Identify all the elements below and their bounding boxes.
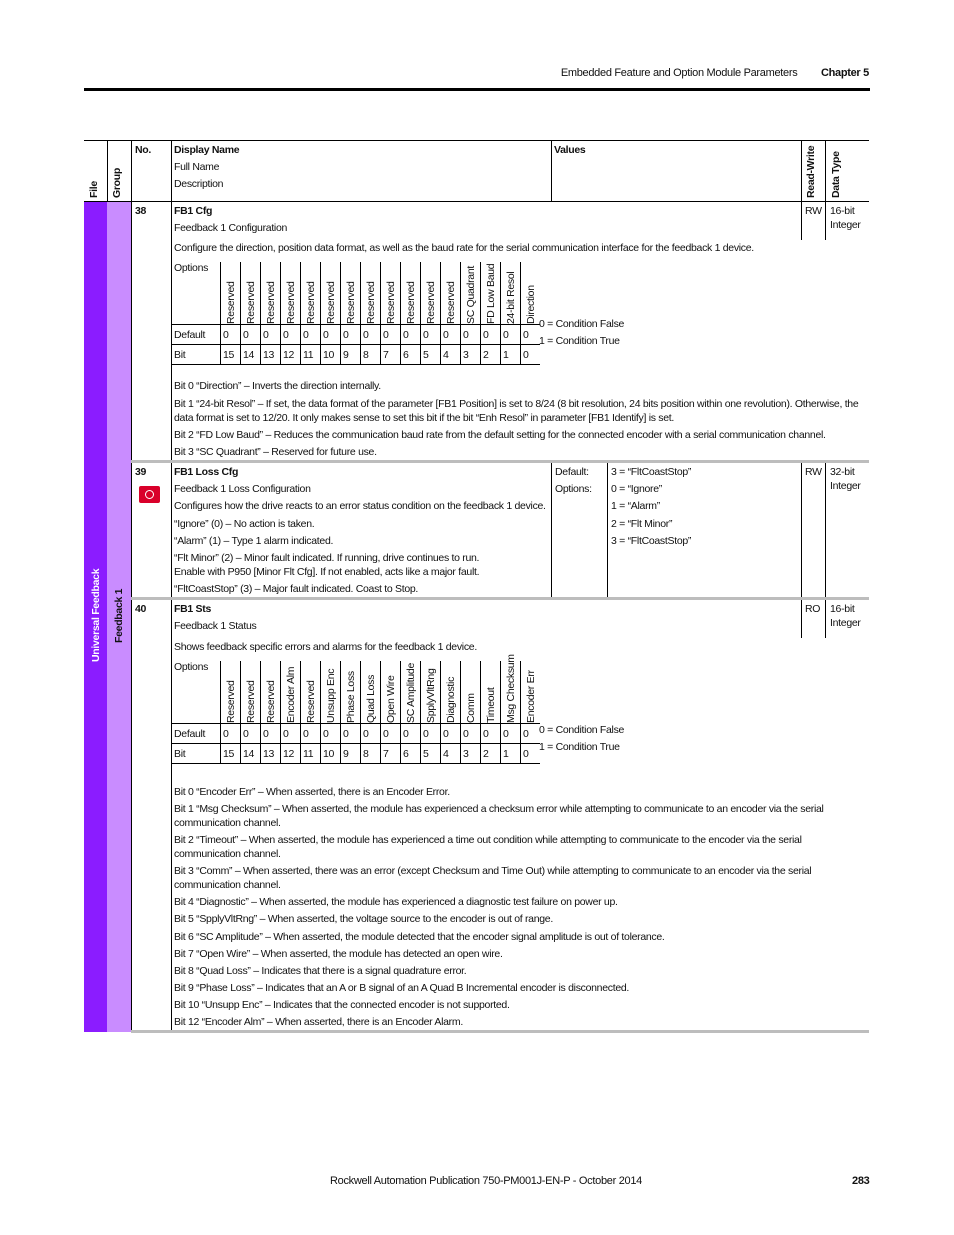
- col-data-type: Data Type: [830, 151, 842, 198]
- option-name: Reserved: [405, 281, 417, 324]
- bit-number-cell: 15: [221, 744, 241, 764]
- default-row-label: Default: [172, 724, 221, 744]
- param-display-name: FB1 Cfg: [174, 205, 213, 217]
- option-name: Timeout: [485, 687, 497, 723]
- divider: [825, 140, 826, 202]
- option-cell: [521, 661, 541, 724]
- default-value-cell: 0: [501, 724, 521, 744]
- option-cell: [281, 661, 301, 724]
- option-cell: [461, 661, 481, 724]
- bit-number-cell: 13: [261, 345, 281, 365]
- bit-number-cell: 2: [481, 744, 501, 764]
- option-name: Reserved: [425, 281, 437, 324]
- option-name: Encoder Err: [525, 670, 537, 723]
- col-no: No.: [135, 144, 152, 156]
- bit-row-label: Bit: [172, 345, 221, 365]
- bit-note: Bit 9 “Phase Loss” – Indicates that an A or B signal of an A Quad B Incremental encoder is disconnected.: [174, 982, 630, 994]
- option-cell: [501, 262, 521, 325]
- divider: [607, 463, 608, 599]
- default-value-cell: 0: [281, 724, 301, 744]
- default-value-cell: 0: [321, 724, 341, 744]
- divider: [825, 202, 826, 240]
- chapter-label: Chapter 5: [820, 67, 869, 79]
- option-name: Quad Loss: [365, 674, 377, 723]
- option-name: Reserved: [265, 281, 277, 324]
- option-cell: [501, 654, 521, 724]
- bit-number-cell: 1: [501, 744, 521, 764]
- option-cell: [461, 262, 481, 325]
- option-name: SpplyVltRng: [425, 668, 437, 723]
- bit-number-cell: 2: [481, 345, 501, 365]
- footer-publication: Rockwell Automation Publication 750-PM001J-EN-P - October 2014: [330, 1175, 642, 1187]
- default-value-cell: 0: [261, 325, 281, 345]
- divider: [825, 463, 826, 599]
- divider: [551, 140, 552, 202]
- default-value-cell: 0: [421, 325, 441, 345]
- default-value-cell: 0: [461, 724, 481, 744]
- bit-number-cell: 11: [301, 744, 321, 764]
- divider: [825, 600, 826, 638]
- option-cell: [221, 262, 241, 325]
- option-cell: [481, 262, 501, 325]
- option-description: “Alarm” (1) – Type 1 alarm indicated.: [174, 535, 334, 547]
- option-name: SC Quadrant: [465, 266, 477, 324]
- option-cell: [401, 661, 421, 724]
- bit-note: Bit 6 “SC Amplitude” – When asserted, the module detected that the encoder signal amplitude is out of tolerance.: [174, 931, 665, 943]
- param-number: 40: [135, 603, 147, 615]
- option-name: Reserved: [305, 281, 317, 324]
- param-display-name: FB1 Sts: [174, 603, 211, 615]
- option-value: 3 = “FltCoastStop”: [611, 535, 692, 547]
- default-value-cell: 0: [441, 724, 461, 744]
- option-cell: [301, 262, 321, 325]
- default-value-cell: 0: [421, 724, 441, 744]
- param-number: 39: [135, 466, 147, 478]
- condition-true: 1 = Condition True: [539, 335, 620, 347]
- default-label: Default:: [555, 466, 589, 478]
- col-values: Values: [554, 144, 586, 156]
- param-read-write: RW: [805, 205, 822, 217]
- param-data-type: 16-bit: [830, 603, 855, 615]
- page-number: 283: [852, 1175, 870, 1187]
- bit-number-cell: 12: [281, 744, 301, 764]
- option-cell: [441, 262, 461, 325]
- option-description: “Ignore” (0) – No action is taken.: [174, 518, 315, 530]
- bit-number-cell: 10: [321, 744, 341, 764]
- param-full-name: Feedback 1 Status: [174, 620, 257, 632]
- bit-options-table: [172, 262, 540, 365]
- bit-number-cell: 6: [401, 345, 421, 365]
- condition-false: 0 = Condition False: [539, 318, 625, 330]
- row-separator: [131, 460, 869, 463]
- default-value-cell: 0: [281, 325, 301, 345]
- option-name: Unsupp Enc: [325, 668, 337, 723]
- option-cell: [441, 661, 461, 724]
- param-full-name: Feedback 1 Configuration: [174, 222, 288, 234]
- options-row: [172, 262, 540, 325]
- bit-note: Bit 2 “Timeout” – When asserted, the module has experienced a time out condition while attempting to communicate to the encoder via the serial communication channel.: [174, 834, 802, 860]
- option-cell: [341, 262, 361, 325]
- options-label: Options:: [555, 483, 592, 495]
- param-description: Shows feedback specific errors and alarms for the feedback 1 device.: [174, 641, 477, 653]
- bit-number-cell: 12: [281, 345, 301, 365]
- default-value-cell: 0: [441, 325, 461, 345]
- group-label: Feedback 1: [113, 588, 125, 643]
- bit-number-cell: 14: [241, 345, 261, 365]
- option-name: Reserved: [285, 281, 297, 324]
- bit-note: Bit 0 “Direction” – Inverts the direction internally.: [174, 380, 381, 392]
- option-cell: [401, 262, 421, 325]
- divider: [801, 140, 802, 202]
- option-name: Msg Checksum: [505, 654, 517, 723]
- param-data-type-2: Integer: [830, 617, 861, 629]
- option-name: 24-bit Resol: [505, 271, 517, 324]
- bit-number-cell: 15: [221, 345, 241, 365]
- option-description: Enable with P950 [Minor Flt Cfg]. If not enabled, acts like a major fault.: [174, 566, 480, 578]
- option-name: Encoder Alm: [285, 666, 297, 723]
- default-value-cell: 0: [341, 325, 361, 345]
- option-cell: [381, 661, 401, 724]
- default-value-cell: 0: [461, 325, 481, 345]
- option-name: Reserved: [245, 680, 257, 723]
- bit-note: Bit 8 “Quad Loss” – Indicates that there is a signal quadrature error.: [174, 965, 467, 977]
- option-cell: [421, 661, 441, 724]
- bit-number-cell: 7: [381, 744, 401, 764]
- default-value-cell: 0: [381, 724, 401, 744]
- bit-number-cell: 7: [381, 345, 401, 365]
- param-data-type: 16-bit: [830, 205, 855, 217]
- option-cell: [261, 262, 281, 325]
- divider: [801, 202, 802, 240]
- option-name: FD Low Baud: [485, 263, 497, 324]
- bit-number-cell: 1: [501, 345, 521, 365]
- bit-number-cell: 6: [401, 744, 421, 764]
- row-separator: [131, 1030, 869, 1033]
- default-value-cell: 0: [321, 325, 341, 345]
- option-name: Direction: [525, 285, 537, 324]
- row-separator: [131, 597, 869, 600]
- bit-note: Bit 5 “SpplyVltRng” – When asserted, the voltage source to the encoder is out of range.: [174, 913, 553, 925]
- option-description: “FltCoastStop” (3) – Major fault indicated. Coast to Stop.: [174, 583, 419, 595]
- param-full-name: Feedback 1 Loss Configuration: [174, 483, 311, 495]
- bit-note: Bit 1 “Msg Checksum” – When asserted, the module has experienced a checksum error while attempting to communicate to an encoder via the serial communication channel.: [174, 803, 824, 829]
- option-name: Open Wire: [385, 675, 397, 723]
- param-number: 38: [135, 205, 147, 217]
- table-top-rule: [84, 140, 869, 141]
- default-row: [172, 724, 540, 744]
- bit-number-cell: 8: [361, 744, 381, 764]
- option-name: Reserved: [245, 281, 257, 324]
- param-read-write: RO: [805, 603, 821, 615]
- param-data-type-2: Integer: [830, 219, 861, 231]
- default-value-cell: 0: [301, 724, 321, 744]
- option-name: Reserved: [325, 281, 337, 324]
- bit-number-cell: 14: [241, 744, 261, 764]
- option-name: Diagnostic: [445, 676, 457, 723]
- param-data-type-2: Integer: [830, 480, 861, 492]
- option-cell: [261, 661, 281, 724]
- param-display-name: FB1 Loss Cfg: [174, 466, 239, 478]
- col-display-name: Display Name: [174, 144, 240, 156]
- option-cell: [221, 661, 241, 724]
- option-value: 1 = “Alarm”: [611, 500, 660, 512]
- option-cell: [321, 262, 341, 325]
- option-cell: [341, 661, 361, 724]
- option-name: Reserved: [225, 680, 237, 723]
- option-cell: [421, 262, 441, 325]
- param-description: Configures how the drive reacts to an error status condition on the feedback 1 device.: [174, 500, 546, 512]
- divider: [107, 140, 108, 202]
- default-value-cell: 0: [241, 724, 261, 744]
- bit-number-cell: 13: [261, 744, 281, 764]
- bit-note: Bit 3 “SC Quadrant” – Reserved for future use.: [174, 446, 377, 458]
- table-header-rule: [84, 201, 869, 202]
- option-value: 2 = “Flt Minor”: [611, 518, 673, 530]
- default-value-cell: 0: [221, 724, 241, 744]
- bit-row: [172, 744, 540, 764]
- param-read-write: RW: [805, 466, 822, 478]
- bit-note: Bit 7 “Open Wire” – When asserted, the module has detected an open wire.: [174, 948, 503, 960]
- default-value-cell: 0: [381, 325, 401, 345]
- default-row-label: Default: [172, 325, 221, 345]
- condition-true: 1 = Condition True: [539, 741, 620, 753]
- col-file: File: [88, 181, 100, 198]
- default-value-cell: 0: [481, 325, 501, 345]
- options-row-label: Options: [174, 661, 209, 673]
- bit-note: Bit 3 “Comm” – When asserted, there was an error (except Checksum and Time Out) while attempting to communicate to an encoder via the serial communication channel.: [174, 865, 812, 891]
- option-name: Comm: [465, 693, 477, 723]
- option-cell: [281, 262, 301, 325]
- option-name: SC Amplitude: [405, 662, 417, 723]
- option-cell: [521, 262, 541, 325]
- col-read-write: Read-Write: [805, 145, 817, 198]
- divider: [801, 463, 802, 599]
- option-cell: [481, 661, 501, 724]
- default-value-cell: 0: [261, 724, 281, 744]
- option-name: Reserved: [305, 680, 317, 723]
- divider: [131, 140, 132, 1032]
- default-value-cell: 0: [481, 724, 501, 744]
- bit-number-cell: 3: [461, 744, 481, 764]
- divider: [551, 463, 552, 599]
- default-value-cell: 0: [241, 325, 261, 345]
- condition-false: 0 = Condition False: [539, 724, 625, 736]
- default-value-cell: 0: [401, 325, 421, 345]
- option-name: Reserved: [385, 281, 397, 324]
- options-row-label: Options: [174, 262, 209, 274]
- default-value-cell: 0: [501, 325, 521, 345]
- col-group: Group: [111, 168, 123, 198]
- param-data-type: 32-bit: [830, 466, 855, 478]
- bit-number-cell: 11: [301, 345, 321, 365]
- option-value: 0 = “Ignore”: [611, 483, 662, 495]
- default-value-cell: 0: [341, 724, 361, 744]
- bit-note: Bit 1 “24-bit Resol” – If set, the data format of the parameter [FB1 Position] is set to 8/24 (8 bit resolution, 24 bits position within one revolution). Otherwise, the data format is set to 12/20. It only makes sense to set this bit if the bit “Enh Resol” in parameter [FB1 Identify] is set.: [174, 398, 859, 424]
- bit-options-table: [172, 654, 540, 764]
- option-name: Reserved: [265, 680, 277, 723]
- options-row: [172, 661, 540, 724]
- default-value-cell: 0: [521, 724, 541, 744]
- col-description: Description: [174, 178, 224, 190]
- option-name: Reserved: [445, 281, 457, 324]
- default-value-cell: 0: [221, 325, 241, 345]
- option-cell: [381, 262, 401, 325]
- fault-indicator-icon: [139, 486, 160, 503]
- bit-number-cell: 5: [421, 345, 441, 365]
- bit-number-cell: 10: [321, 345, 341, 365]
- divider: [801, 600, 802, 638]
- bit-number-cell: 3: [461, 345, 481, 365]
- bit-number-cell: 9: [341, 744, 361, 764]
- option-name: Reserved: [225, 281, 237, 324]
- default-value-cell: 0: [301, 325, 321, 345]
- bit-note: Bit 4 “Diagnostic” – When asserted, the module has experienced a diagnostic test failure on power up.: [174, 896, 618, 908]
- default-value-cell: 0: [361, 325, 381, 345]
- option-cell: [321, 661, 341, 724]
- bit-row-label: Bit: [172, 744, 221, 764]
- col-full-name: Full Name: [174, 161, 220, 173]
- option-cell: [361, 262, 381, 325]
- param-description: Configure the direction, position data format, as well as the baud rate for the serial communication interface for the feedback 1 device.: [174, 242, 754, 254]
- bit-number-cell: 9: [341, 345, 361, 365]
- option-cell: [361, 661, 381, 724]
- header-rule: [84, 88, 870, 91]
- bit-number-cell: 5: [421, 744, 441, 764]
- bit-note: Bit 2 “FD Low Baud” – Reduces the communication baud rate from the default setting for the connected encoder with a serial communication channel.: [174, 429, 826, 441]
- bit-row: [172, 345, 540, 365]
- bit-number-cell: 4: [441, 345, 461, 365]
- bit-number-cell: 0: [521, 744, 541, 764]
- bit-number-cell: 0: [521, 345, 541, 365]
- option-name: Reserved: [365, 281, 377, 324]
- default-value: 3 = “FltCoastStop”: [611, 466, 692, 478]
- default-row: [172, 325, 540, 345]
- section-title: Embedded Feature and Option Module Parameters: [560, 67, 798, 79]
- option-description: “Flt Minor” (2) – Minor fault indicated. If running, drive continues to run.: [174, 552, 480, 564]
- default-value-cell: 0: [401, 724, 421, 744]
- file-label: Universal Feedback: [90, 568, 102, 662]
- default-value-cell: 0: [521, 325, 541, 345]
- page-header: [0, 67, 869, 79]
- bit-number-cell: 4: [441, 744, 461, 764]
- bit-note: Bit 0 “Encoder Err” – When asserted, there is an Encoder Error.: [174, 786, 450, 798]
- default-value-cell: 0: [361, 724, 381, 744]
- option-name: Reserved: [345, 281, 357, 324]
- option-cell: [241, 661, 261, 724]
- option-cell: [241, 262, 261, 325]
- bit-note: Bit 12 “Encoder Alm” – When asserted, there is an Encoder Alarm.: [174, 1016, 463, 1028]
- option-name: Phase Loss: [345, 671, 357, 723]
- bit-number-cell: 8: [361, 345, 381, 365]
- bit-note: Bit 10 “Unsupp Enc” – Indicates that the connected encoder is not supported.: [174, 999, 510, 1011]
- option-cell: [301, 661, 321, 724]
